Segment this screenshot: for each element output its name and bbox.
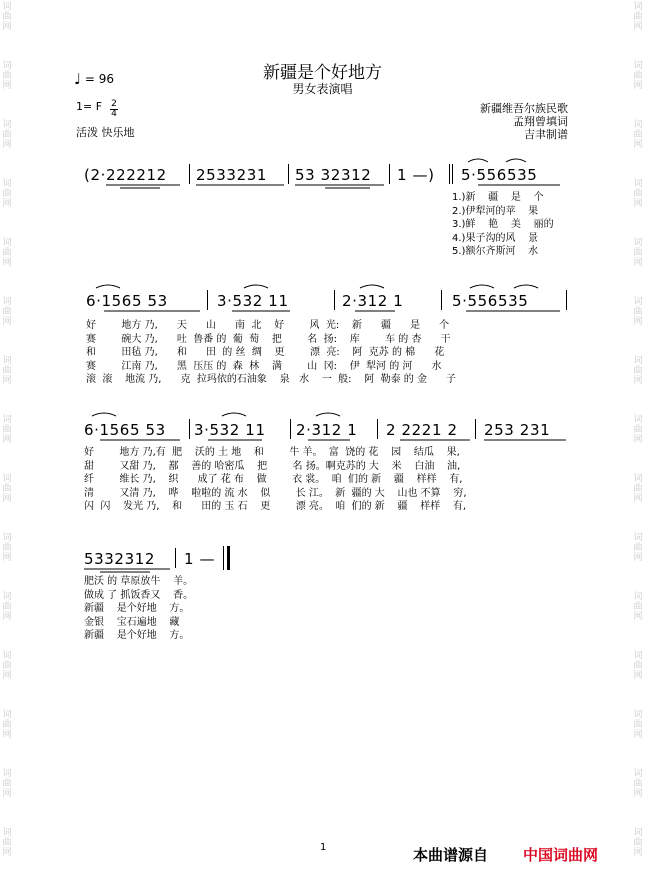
lyric-line: 好 地方 乃,有 肥 沃的 土 地 和 牛 羊。 富 饶的 花 园 结瓜 果,	[84, 447, 460, 458]
barline	[290, 419, 291, 439]
lyric-line: 金银 宝石遍地 藏	[84, 616, 180, 628]
lyric-line: 赛 江南 乃, 黑 压压 的 森 林 满 山 冈: 伊 犁河 的 河 水	[86, 360, 442, 372]
expression-marking: 活泼 快乐地	[76, 126, 135, 139]
tempo-marking	[74, 70, 114, 88]
watermark-text: 词曲网	[2, 238, 12, 268]
watermark-text: 词曲网	[633, 474, 643, 504]
lyrics-block	[84, 446, 467, 514]
left-watermark-column	[0, 0, 14, 891]
slur	[470, 285, 494, 288]
watermark-text: 词曲网	[633, 238, 643, 268]
lyrics-block	[86, 319, 456, 387]
measure: 2·312 1	[296, 421, 358, 439]
slur	[514, 285, 538, 288]
lyric-line: 纤 维长 乃, 织 成了 花 布 做 衣 裳。 咱 们的 新 疆 样样 有,	[84, 474, 463, 486]
lyric-line: 4.)果子沟的风 景	[452, 232, 539, 244]
watermark-text: 词曲网	[2, 710, 12, 740]
watermark-text: 词曲网	[633, 415, 643, 445]
lyric-line: 和 田毡 乃, 和 田 的 丝 绸 更 漂 亮: 阿 克苏 的 棉 花	[86, 347, 445, 359]
slur	[316, 413, 340, 416]
footer-source-text: 本曲谱源自	[413, 846, 489, 864]
lyric-line: 5.)额尔齐斯河 水	[452, 246, 539, 258]
watermark-text: 词曲网	[633, 769, 643, 799]
barline	[377, 419, 378, 439]
watermark-text: 词曲网	[633, 710, 643, 740]
slur	[360, 285, 384, 288]
barline	[441, 290, 442, 310]
barline	[449, 164, 450, 184]
watermark-text: 词曲网	[633, 828, 643, 858]
lyric-line: 滚 滚 地流 乃, 克 拉玛依的石油象 泉 水 一 般: 阿 勒泰 的 金 子	[86, 374, 457, 386]
measure: 3·532 11	[217, 292, 289, 310]
lyric-line: 新疆 是个好地 方。	[84, 630, 190, 642]
time-signature-bottom: 4	[111, 109, 117, 119]
watermark-text: 词曲网	[2, 179, 12, 209]
slur	[222, 413, 246, 416]
lyric-line: 赛 碗大 乃, 吐 鲁番 的 葡 萄 把 名 扬: 库 车 的 杏 干	[86, 333, 451, 345]
right-watermark-column	[631, 0, 645, 891]
barline	[566, 290, 567, 310]
watermark-text: 词曲网	[2, 2, 12, 32]
measure: 5·556535	[452, 292, 529, 310]
credit-lyricist: 孟翔曾填词	[513, 115, 568, 128]
footer-brand-link[interactable]: 中国词曲网	[523, 846, 599, 864]
slur	[468, 159, 488, 162]
lyric-line: 3.)鲜 艳 美 丽的	[452, 219, 554, 231]
quarter-note-icon: ♩	[74, 70, 82, 88]
slur	[96, 285, 120, 288]
watermark-text: 词曲网	[633, 179, 643, 209]
song-title: 新疆是个好地方	[263, 63, 382, 83]
watermark-text: 词曲网	[2, 533, 12, 563]
watermark-text: 词曲网	[2, 828, 12, 858]
slur	[92, 413, 116, 416]
watermark-text: 词曲网	[633, 61, 643, 91]
watermark-text: 词曲网	[633, 2, 643, 32]
measure: 2 2221 2	[386, 421, 458, 439]
lyric-line: 闪 闪 发光 乃, 和 田的 玉 石 更 漂 亮。 咱 们的 新 疆 样样 有,	[84, 501, 467, 513]
measure: 3·532 11	[194, 421, 266, 439]
watermark-text: 词曲网	[2, 592, 12, 622]
measure: 253 231	[484, 421, 551, 439]
lyric-line: 1.)新 疆 是 个	[452, 192, 544, 203]
tempo-value: = 96	[84, 72, 115, 86]
time-signature	[110, 100, 118, 118]
lyric-line: 甜 又甜 乃, 鄯 善的 哈密瓜 把 名 扬。啊克苏的 大 米 白油 油,	[84, 460, 461, 472]
measure: 1 —)	[397, 166, 435, 184]
watermark-text: 词曲网	[633, 651, 643, 681]
lyric-line: 做成 了 抓饭香又 香。	[84, 589, 194, 601]
watermark-text: 词曲网	[2, 356, 12, 386]
barline	[475, 419, 476, 439]
final-barline-thick	[227, 546, 230, 570]
lyric-line: 2.)伊犁河的苹 果	[452, 205, 539, 217]
measure: 5332312	[84, 550, 156, 568]
lyrics-block	[84, 575, 193, 643]
song-subtitle: 男女表演唱	[292, 82, 353, 96]
barline	[189, 164, 190, 184]
measure: 2·312 1	[342, 292, 404, 310]
watermark-text: 词曲网	[2, 297, 12, 327]
barline	[452, 164, 453, 184]
measure: 5·556535	[461, 166, 538, 184]
watermark-text: 词曲网	[2, 651, 12, 681]
lyric-line: 好 地方 乃, 天 山 南 北 好 风 光: 新 疆 是 个	[86, 320, 450, 331]
measure: 53 32312	[295, 166, 372, 184]
barline	[189, 419, 190, 439]
watermark-text: 词曲网	[2, 120, 12, 150]
watermark-text: 词曲网	[633, 533, 643, 563]
slur	[506, 159, 526, 162]
barline	[288, 164, 289, 184]
watermark-text: 词曲网	[633, 297, 643, 327]
slur	[244, 285, 268, 288]
lyric-line: 新疆 是个好地 方。	[84, 603, 190, 615]
measure: 1 —	[184, 550, 216, 568]
measure: 2533231	[196, 166, 268, 184]
lyric-line: 肥沃 的 草原放牛 羊。	[84, 576, 194, 587]
watermark-text: 词曲网	[2, 769, 12, 799]
page-number: 1	[320, 842, 327, 853]
final-barline-thin	[223, 546, 224, 570]
measure: 6·1565 53	[84, 421, 166, 439]
measure: 6·1565 53	[86, 292, 168, 310]
measure: (2·222212	[84, 166, 167, 184]
credit-arranger: 吉聿制谱	[524, 128, 568, 141]
watermark-text: 词曲网	[633, 356, 643, 386]
watermark-text: 词曲网	[633, 592, 643, 622]
watermark-text: 词曲网	[2, 415, 12, 445]
barline	[207, 290, 208, 310]
time-signature-top: 2	[111, 99, 117, 109]
watermark-text: 词曲网	[2, 474, 12, 504]
barline	[175, 548, 176, 568]
barline	[389, 164, 390, 184]
credit-origin: 新疆维吾尔族民歌	[480, 102, 568, 115]
key-signature: 1= F	[76, 100, 103, 113]
barline	[334, 290, 335, 310]
watermark-text: 词曲网	[633, 120, 643, 150]
watermark-text: 词曲网	[2, 61, 12, 91]
lyric-line: 清 又清 乃, 哗 啦啦的 流 水 似 长 江。 新 疆的 大 山也 不算 穷,	[84, 487, 467, 499]
lyrics-block	[452, 191, 554, 259]
